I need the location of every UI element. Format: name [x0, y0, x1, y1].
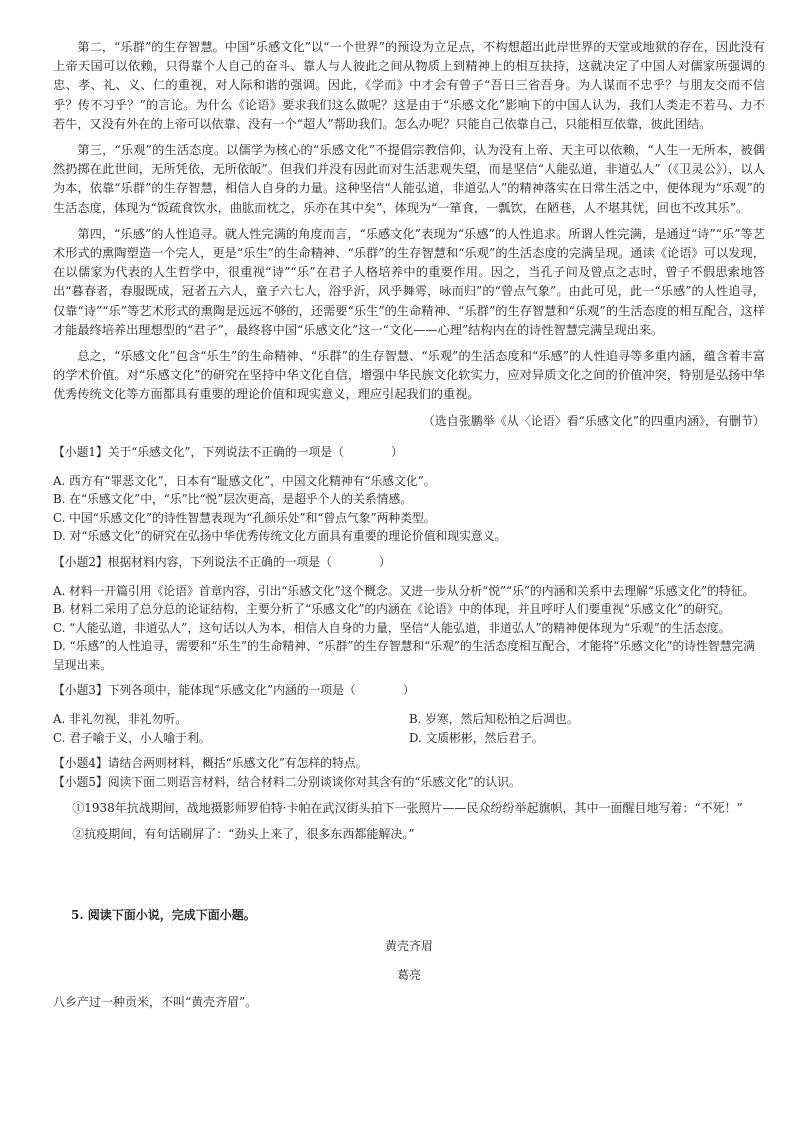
question-4: 【小题4】请结合两则材料，概括“乐感文化”有怎样的特点。: [53, 756, 368, 771]
question-3: [53, 681, 765, 747]
question-2-option-b: B. 材料二采用了总分总的论证结构，主要分析了“乐感文化”的内涵在《论语》中的体现，并且呼吁人们要重视“乐感文化”的研究。: [53, 602, 731, 617]
question-3-options-row-2: [53, 729, 765, 748]
question-3-options-row-1: [53, 710, 765, 729]
document-content: [53, 38, 765, 1012]
question-3-option-a: A. 非礼勿视，非礼勿听。: [53, 712, 187, 727]
material-2: ②抗疫期间，有句话刷屏了：“劲头上来了，很多东西都能解决。”: [72, 826, 415, 841]
question-5: 【小题5】阅读下面二则语言材料，结合材料二分别谈谈你对其含有的“乐感文化”的认识。: [53, 775, 521, 790]
question-3-option-d: D. 文质彬彬，然后君子。: [409, 730, 544, 745]
question-1: [53, 443, 765, 546]
section-5-heading: 5. 阅读下面小说，完成下面小题。: [71, 907, 256, 922]
paragraph-fourth: 第四，“乐感”的人性追寻。就人性完满的角度而言，“乐感文化”表现为“乐感”的人性追求。所谓人性完满，是通过“诗”“乐”等艺术形式的熏陶塑造一个完人，更是“乐生”的生命精神、“乐群”的生存智慧和“乐观”的生活态度的完满呈现。通读《论语》可以发现，在以儒家为代表的人生哲学中，很重视“诗”“乐”在君子人格培养中的重要作用。因之，当孔子问及曾点之志时，曾子不假思索地答出“暮春者，春服既成，冠者五六人，童子六七人，浴乎沂，风乎舞雩，咏而归”的“曾点气象”。由此可见，此一“乐感”的人性追寻，仅靠“诗”“乐”等艺术形式的熏陶是远远不够的，还需要“乐生”的生命精神、“乐群”的生存智慧和“乐观”的生活态度的相互配合，这样才能最终培养出理想型的“君子”，最终将中国“乐感文化”这一“文化——心理”结构内在的诗性智慧完满呈现出来。: [53, 226, 765, 337]
material-1: ①1938年抗战期间，战地摄影师罗伯特·卡帕在武汉街头拍下一张照片——民众纷纷举起旗帜，其中一面醒目地写着：“不死！”: [72, 800, 743, 815]
paragraph-third: 第三，“乐观”的生活态度。以儒学为核心的“乐感文化”不提倡宗教信仰，认为没有上帝、天主可以依赖，“人生一无所本，被偶然扔掷在此世间，无所凭依，无所依皈”。但我们并没有因此而对生活悲观失望，而是坚信“人能弘道，非道弘人”（《卫灵公》），以人为本，依靠“乐群”的生存智慧，相信人自身的力量。这种坚信“人能弘道，非道弘人”的精神落实在日常生活之中，便体现为“乐观”的生活态度，体现为“饭疏食饮水，曲肱而枕之，乐亦在其中矣”，体现为“一箪食，一瓢饮，在陋巷，人不堪其忧，回也不改其乐”。: [53, 143, 765, 215]
paragraph-summary: 总之，“乐感文化”包含“乐生”的生命精神、“乐群”的生存智慧、“乐观”的生活态度和“乐感”的人性追寻等多重内涵，蕴含着丰富的学术价值。对“乐感文化”的研究在坚持中华文化自信，增强中华民族文化软实力，应对异质文化之间的价值冲突，特别是弘扬中华优秀传统文化等方面都具有重要的理论价值和现实意义，理应引起我们的重视。: [53, 349, 765, 402]
question-3-option-c: C. 君子喻于义，小人喻于利。: [53, 730, 211, 745]
question-3-option-b: B. 岁寒，然后知松柏之后凋也。: [409, 712, 579, 727]
story-first-line: 八乡产过一种贡米，不叫“黄壳齐眉”。: [53, 994, 258, 1009]
question-2-option-a: A. 材料一开篇引用《论语》首章内容，引出“乐感文化”这个概念。又进一步从分析“悦”“乐”的内涵和关系中去理解“乐感文化”的特征。: [53, 583, 755, 598]
source-citation: （选自张鹏举《从〈论语〉看“乐感文化”的四重内涵》，有删节）: [422, 413, 765, 428]
question-1-option-b: B. 在“乐感文化”中，“乐”比“悦”层次更高，是超乎个人的关系情感。: [53, 492, 413, 507]
question-3-stem: 【小题3】下列各项中，能体现“乐感文化”内涵的一项是（ ）: [53, 683, 415, 698]
question-1-stem: 【小题1】关于“乐感文化”，下列说法不正确的一项是（ ）: [53, 444, 403, 459]
question-1-option-a: A. 西方有“罪恶文化”，日本有“耻感文化”，中国文化精神有“乐感文化”。: [53, 473, 436, 488]
question-2-option-d: D. “乐感”的人性追寻，需要和“乐生”的生命精神、“乐群”的生存智慧和“乐观”的生活态度相互配合，才能将“乐感文化”的诗性智慧完满呈现出来。: [53, 639, 756, 672]
question-2-option-c: C. “人能弘道，非道弘人”，这句话以人为本，相信人自身的力量，坚信“人能弘道，非道弘人”的精神便体现为“乐观”的生活态度。: [53, 620, 731, 635]
question-2-stem: 【小题2】根据材料内容，下列说法不正确的一项是（ ）: [53, 554, 391, 569]
question-1-option-d: D. 对“乐感文化”的研究在弘扬中华优秀传统文化方面具有重要的理论价值和现实意义。: [53, 529, 507, 544]
paragraph-second: 第二，“乐群”的生存智慧。中国“乐感文化”以“一个世界”的预设为立足点，不构想超出此岸世界的天堂或地狱的存在，因此没有上帝天国可以依赖，只得靠个人自己的奋斗、靠人与人彼此之间从物质上到精神上的相互扶持，这就决定了中国人对儒家所强调的忠、孝、礼、义、仁的重视，对人际和谐的强调。因此，《学而》中才会有曾子“吾日三省吾身。为人谋而不忠乎？与朋友交而不信乎？传不习乎？”的言论。为什么《论语》要求我们这么做呢？这是由于“乐感文化”影响下的中国人认为，我们人类走不若马、力不若牛，又没有外在的上帝可以依靠、没有一个“超人”帮助我们。怎么办呢？只能自己依靠自己，只能相互依靠，彼此团结。: [53, 40, 765, 131]
story-author: 葛亮: [396, 967, 421, 982]
question-2: [53, 553, 765, 675]
question-1-option-c: C. 中国“乐感文化”的诗性智慧表现为“孔颜乐处”和“曾点气象”两种类型。: [53, 510, 436, 525]
story-title: 黄壳齐眉: [384, 938, 433, 953]
